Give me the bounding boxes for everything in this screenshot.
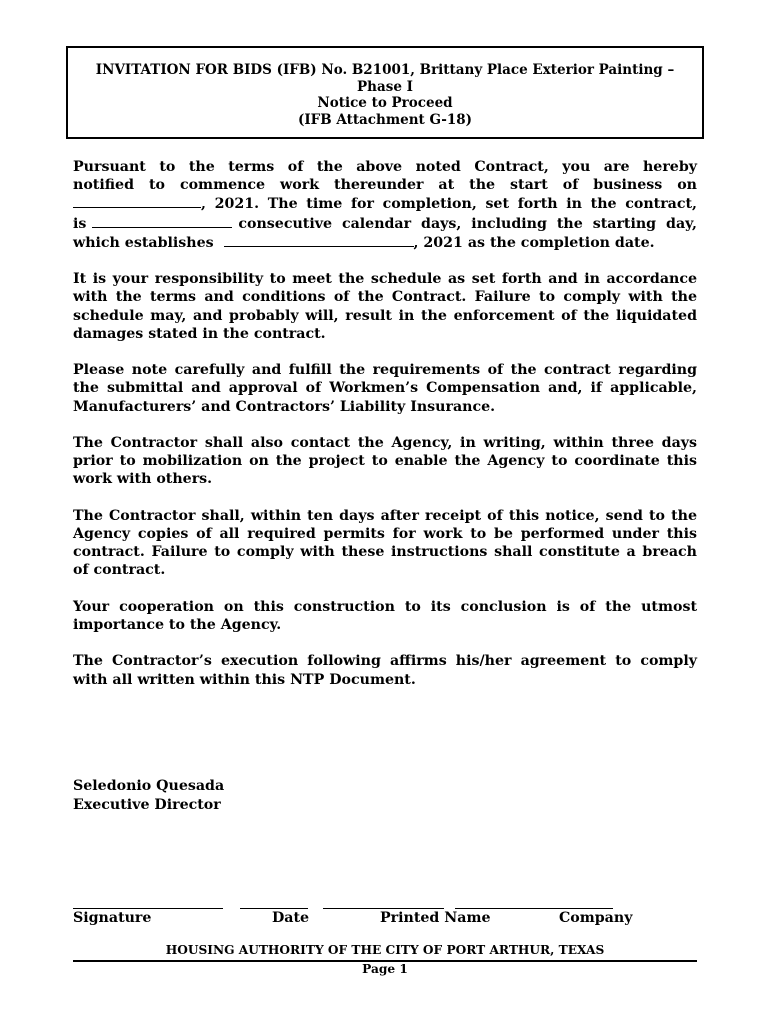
paragraph-mobilization: The Contractor shall also contact the Agency, in writing, within three days prior to mobilization on the project to enable the Agency to coordinate this work with others.: [73, 435, 697, 488]
p1-line5-prefix: which establishes: [73, 234, 214, 251]
signatory-name: Seledonio Quesada: [73, 778, 225, 794]
document-header: [66, 46, 704, 139]
date-label: Date: [272, 910, 310, 926]
printed-name-label: Printed Name: [380, 910, 491, 926]
company-line[interactable]: [455, 908, 613, 909]
header-title-line2: Phase I: [357, 78, 413, 95]
start-date-blank[interactable]: [73, 194, 201, 208]
completion-date-blank[interactable]: [224, 233, 414, 247]
p1-line1: Pursuant to the terms of the above noted Contract, you are hereby: [73, 159, 697, 175]
calendar-days-blank[interactable]: [92, 214, 232, 228]
p1-line3: , 2021. The time for completion, set forth in the contract,: [201, 196, 697, 213]
footer-organization: HOUSING AUTHORITY OF THE CITY OF PORT ARTHUR, TEXAS: [165, 943, 605, 957]
date-line[interactable]: [240, 908, 308, 909]
signatory-block: [73, 777, 224, 814]
signature-label: Signature: [73, 910, 152, 926]
printed-name-line[interactable]: [323, 908, 444, 909]
header-title-line1: INVITATION FOR BIDS (IFB) No. B21001, Brittany Place Exterior Painting –: [95, 62, 675, 78]
paragraph-responsibility: It is your responsibility to meet the schedule as set forth and in accordance with the terms and conditions of the Contract. Failure to comply with the schedule may, and probably will, result in the enforcement of the liquidated damages stated in the contract.: [73, 271, 697, 342]
signatory-title: Executive Director: [73, 796, 221, 813]
paragraph-execution: The Contractor’s execution following affirms his/her agreement to comply with all written within this NTP Document.: [73, 653, 697, 688]
p1-line5-suffix: , 2021 as the completion date.: [413, 234, 655, 251]
p1-line2: notified to commence work thereunder at the start of business on: [73, 177, 697, 194]
paragraph-cooperation: Your cooperation on this construction to its conclusion is of the utmost importance to the Agency.: [73, 598, 697, 633]
paragraph-commencement: [73, 158, 697, 252]
header-attachment: (IFB Attachment G-18): [297, 111, 473, 128]
header-subtitle: Notice to Proceed: [317, 95, 453, 111]
paragraph-insurance: Please note carefully and fulfill the requirements of the contract regarding the submittal and approval of Workmen’s Compensation and, if applicable, Manufacturers’ and Contractors’ Liability Insurance.: [73, 362, 697, 415]
p1-line4-prefix: is: [73, 215, 87, 232]
page-number: Page 1: [362, 962, 408, 976]
signature-line[interactable]: [73, 908, 223, 909]
notice-body: [73, 158, 697, 707]
p1-line4-suffix: consecutive calendar days, including the starting day,: [238, 215, 697, 232]
paragraph-permits: The Contractor shall, within ten days after receipt of this notice, send to the Agency copies of all required permits for work to be performed under this contract. Failure to comply with these instructions shall constitute a breach of contract.: [73, 507, 697, 579]
company-label: Company: [559, 910, 633, 926]
